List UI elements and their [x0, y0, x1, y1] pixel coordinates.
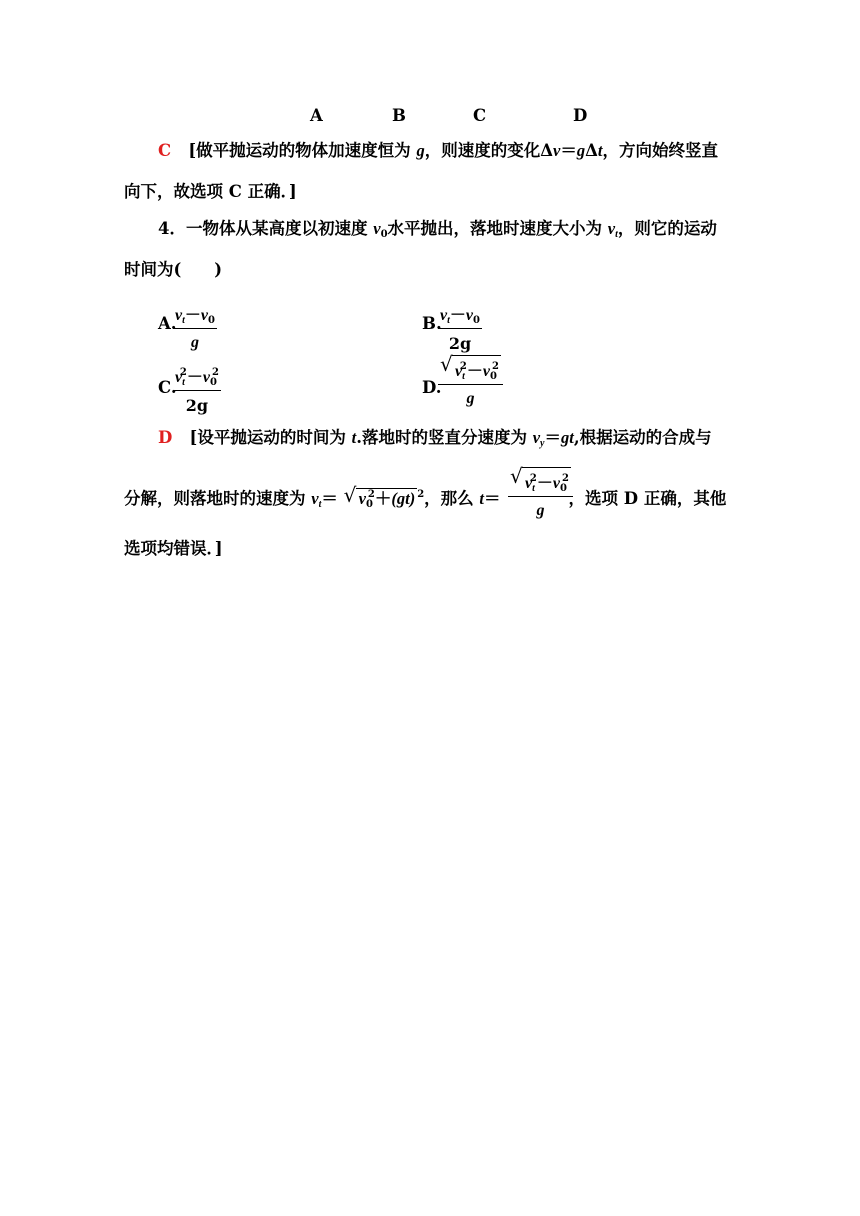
figure-label-d: D [573, 106, 588, 125]
answer3-letter: C [158, 141, 172, 160]
answer4-line2: 分解，则落地时的速度为 vt＝ √ $v0^2+(gt)$ $^2$，那么 t＝ ，选项 D 正确，其他 [124, 483, 727, 510]
option-b-fraction: $\frac{vt-v0}{2g}$ [438, 302, 482, 353]
time-fraction: √ $vt^2-v0^2$ g [508, 467, 573, 520]
figure-label-b: B [392, 106, 406, 125]
option-b-label: B. [422, 314, 442, 333]
figure-label-a: A [310, 106, 323, 125]
option-d-label: D. [422, 378, 442, 397]
answer4-line1: D [设平抛运动的时间为 t.落地时的竖直分速度为 vy＝gt,根据运动的合成与 [158, 428, 712, 449]
velocity-sqrt: √ $v0^2+(gt)$ [343, 483, 416, 510]
option-c-fraction: $\frac{vt^2-v0^2}{2g}$ [173, 364, 221, 415]
option-a-fraction: $\frac{vt-v0}{g}$ [173, 302, 217, 352]
option-c-label: C. [158, 378, 177, 397]
question4-line2: 时间为( ) [124, 260, 223, 279]
option-d-fraction: √ $vt^2-v0^2$ g [438, 355, 503, 408]
answer4-letter: D [158, 428, 173, 447]
figure-label-c: C [473, 106, 487, 125]
question4-line1: 4．一物体从某高度以初速度 v0水平抛出，落地时速度大小为 vt，则它的运动 [158, 219, 717, 240]
answer3-line2: 向下，故选项 C 正确．] [124, 182, 297, 201]
option-a-label: A. [158, 314, 177, 333]
answer4-line3: 选项均错误．] [124, 539, 223, 558]
answer3-line1: C [做平抛运动的物体加速度恒为 g，则速度的变化Δv＝gΔt，方向始终竖直 [158, 141, 718, 160]
